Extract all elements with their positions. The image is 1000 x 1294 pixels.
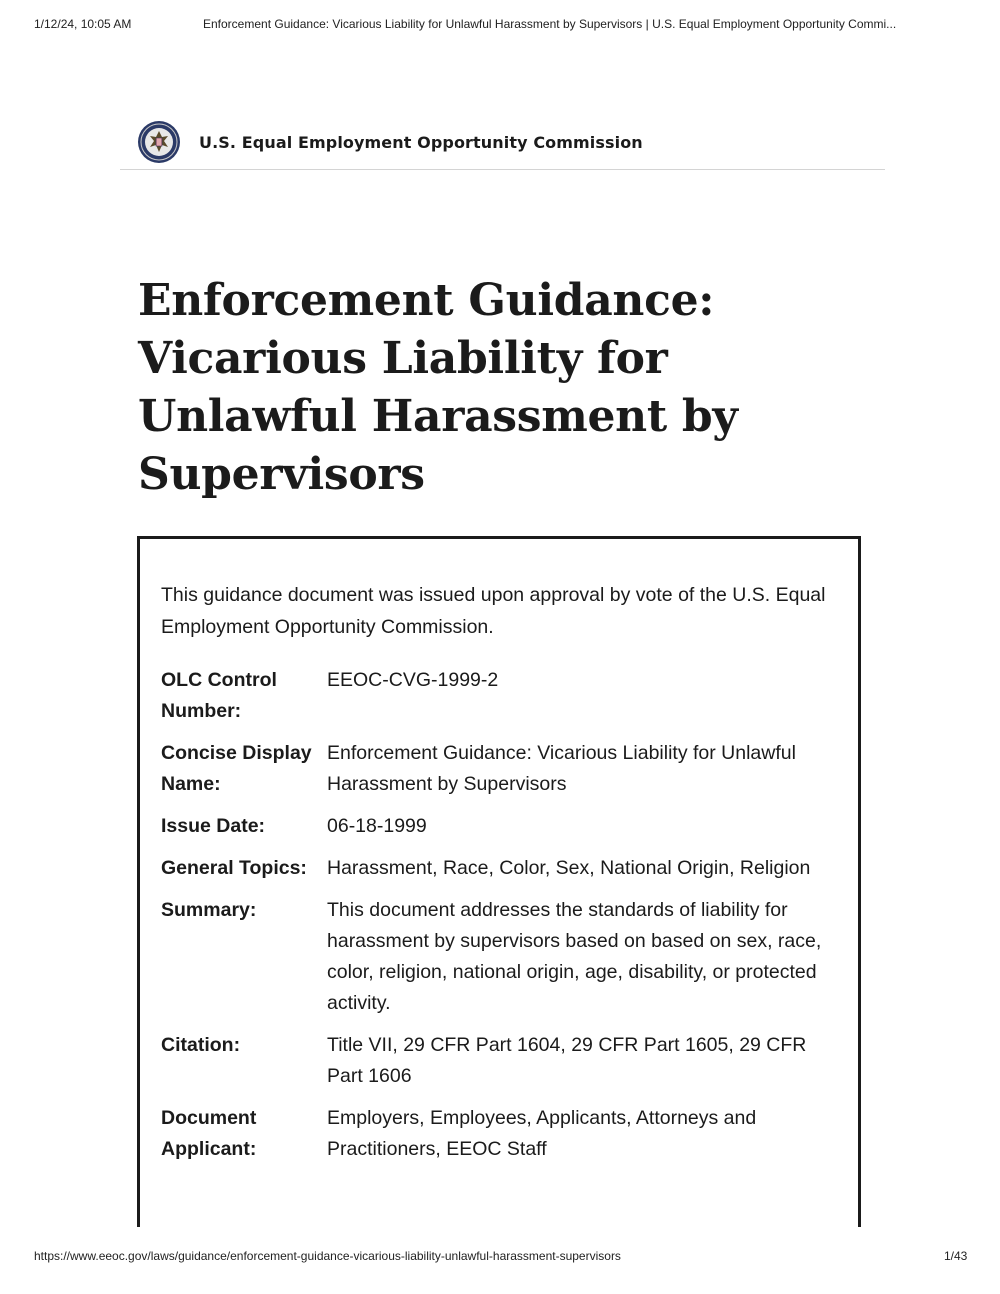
metadata-row xyxy=(161,1030,841,1103)
metadata-value: 06-18-1999 xyxy=(327,815,427,837)
metadata-label: Document Applicant: xyxy=(161,1107,257,1160)
metadata-value: Harassment, Race, Color, Sex, National Origin, Religion xyxy=(327,857,811,879)
metadata-label: Summary: xyxy=(161,899,257,921)
print-datetime: 1/12/24, 10:05 AM xyxy=(34,17,132,31)
metadata-row xyxy=(161,853,841,895)
agency-header xyxy=(137,120,643,164)
metadata-value: This document addresses the standards of liability for harassment by supervisors based on based on sex, race, color, religion, national origin, age, disability, or protected activity. xyxy=(327,899,822,1014)
metadata-label: Issue Date: xyxy=(161,815,266,837)
metadata-value: Title VII, 29 CFR Part 1604, 29 CFR Part 1605, 29 CFR Part 1606 xyxy=(327,1034,807,1087)
metadata-row xyxy=(161,665,841,738)
eeoc-seal-icon[interactable] xyxy=(137,120,181,164)
agency-name[interactable]: U.S. Equal Employment Opportunity Commission xyxy=(199,132,643,152)
header-divider xyxy=(120,169,885,170)
document-info-box xyxy=(137,536,861,1276)
metadata-value: Enforcement Guidance: Vicarious Liability for Unlawful Harassment by Supervisors xyxy=(327,742,796,795)
metadata-label: OLC Control Number: xyxy=(161,669,277,722)
metadata-row xyxy=(161,1103,841,1176)
metadata-label: Concise Display Name: xyxy=(161,742,312,795)
approval-statement: This guidance document was issued upon approval by vote of the U.S. Equal Employment Opportunity Commission. xyxy=(161,584,826,638)
metadata-label: Citation: xyxy=(161,1034,241,1056)
print-page-title: Enforcement Guidance: Vicarious Liability for Unlawful Harassment by Supervisors | U.S. Equal Employment Opportunity Commi... xyxy=(203,17,897,31)
metadata-label: General Topics: xyxy=(161,857,307,879)
print-url: https://www.eeoc.gov/laws/guidance/enforcement-guidance-vicarious-liability-unlawful-harassment-supervisors xyxy=(34,1249,621,1263)
metadata-value: EEOC-CVG-1999-2 xyxy=(327,669,499,691)
metadata-row xyxy=(161,895,841,1030)
metadata-row xyxy=(161,811,841,853)
print-page-number: 1/43 xyxy=(944,1249,968,1263)
document-metadata-table xyxy=(161,665,841,1176)
metadata-value: Employers, Employees, Applicants, Attorneys and Practitioners, EEOC Staff xyxy=(327,1107,757,1160)
metadata-row xyxy=(161,738,841,811)
page-title: Enforcement Guidance: Vicarious Liability for Unlawful Harassment by Supervisors xyxy=(138,275,738,500)
